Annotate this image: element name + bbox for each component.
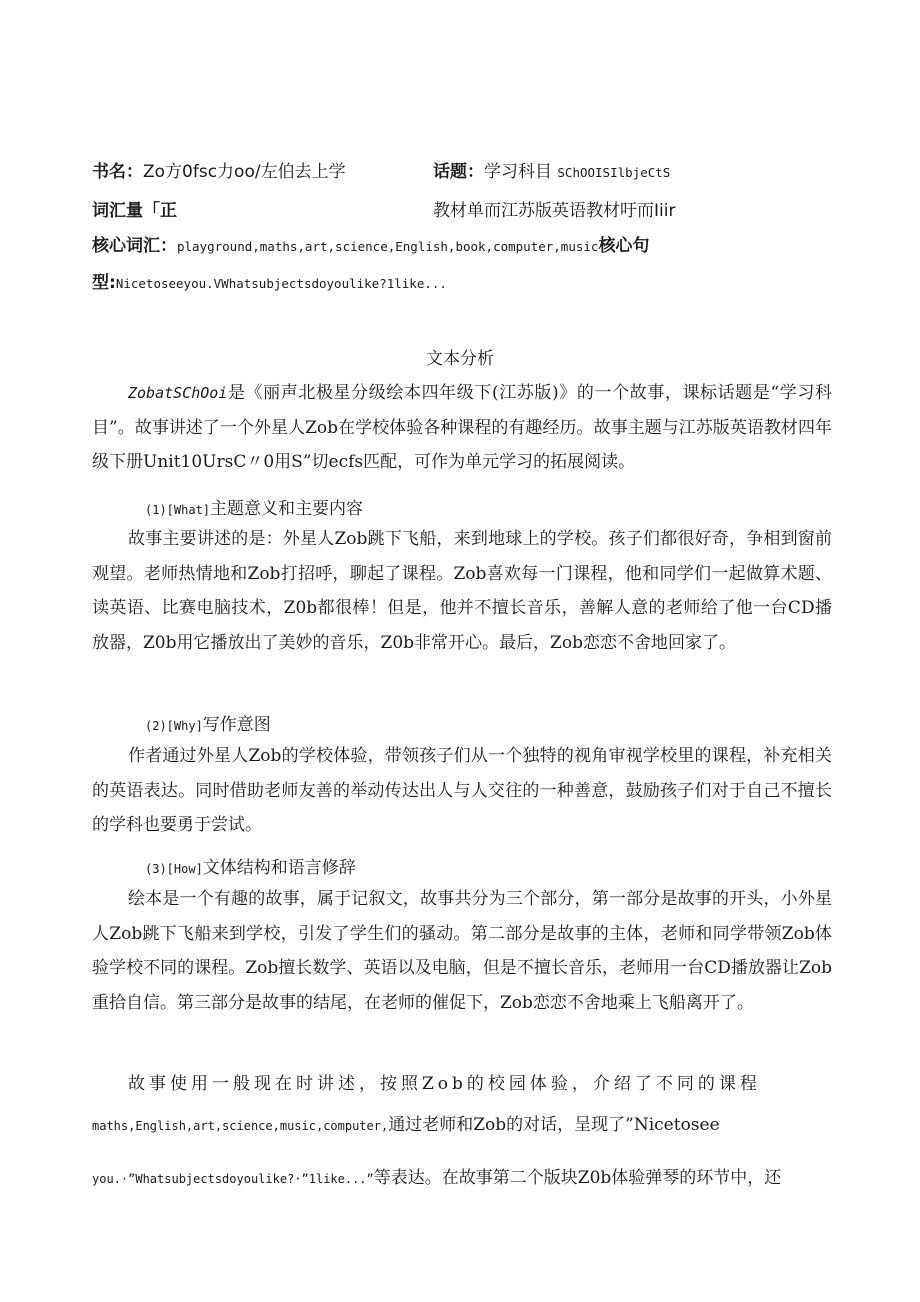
section-how-number: (3)[How]: [145, 862, 203, 876]
final-line-3-english: you.·”Whatsubjectsdoyoulike?·”1like...”: [92, 1172, 374, 1186]
final-line-2-chinese: 通过老师和Zob的对话，呈现了”Nicetosee: [388, 1115, 720, 1135]
section-what-number: (1)[What]: [145, 503, 211, 517]
vocab-size-label: 词汇量「正: [92, 201, 177, 221]
book-name-label: 书名：: [92, 162, 143, 182]
textbook-unit-row: [433, 199, 675, 223]
section-why-number: (2)[Why]: [145, 719, 203, 733]
section-what-title: 主题意义和主要内容: [210, 499, 364, 519]
section-why-body: 作者通过外星人Zob的学校体验，带领孩子们从一个独特的视角审视学校里的课程，补充相关的英语表达。同时借助老师友善的举动传达出人与人交往的一种善意，鼓励孩子们对于自己不擅长的学科也要勇于尝试。: [92, 746, 832, 835]
vocab-size-row: [92, 199, 177, 223]
section-title: 文本分析: [426, 349, 494, 369]
section-how-title: 文体结构和语言修辞: [202, 858, 356, 878]
section-what-body: 故事主要讲述的是：外星人Zob跳下飞船，来到地球上的学校。孩子们都很好奇，争相到窗前观望。老师热情地和Zob打招呼，聊起了课程。Zob喜欢每一门课程，他和同学们一起做算术题、读英语、比赛电脑技术，Z0b都很棒！但是，他并不擅长音乐，善解人意的老师给了他一台CD播放器，Z0b用它播放出了美妙的音乐，Z0b非常开心。最后，Zob恋恋不舍地回家了。: [92, 529, 832, 653]
final-line-2: [92, 1110, 832, 1135]
topic-english: SChOOISIlbjeCtS: [557, 165, 671, 180]
topic-value: 学习科目: [484, 162, 552, 182]
intro-paragraph: [92, 376, 832, 480]
topic-row: [433, 160, 670, 185]
section-what-heading: [145, 494, 363, 519]
core-vocab-row: [92, 234, 649, 259]
core-sentence-value: Nicetoseeyou.VWhatsubjectsdoyoulike?1like...: [115, 276, 447, 291]
section-how-heading: [145, 853, 356, 878]
book-name-value: Zo方0fsc力oo/左伯去上学: [143, 162, 346, 182]
topic-label: 话题：: [433, 162, 484, 182]
section-how-body: 绘本是一个有趣的故事，属于记叙文，故事共分为三个部分，第一部分是故事的开头，小外星人Zob跳下飞船来到学校，引发了学生们的骚动。第二部分是故事的主体，老师和同学带领Zob体验学校不同的课程。Zob擅长数学、英语以及电脑，但是不擅长音乐，老师用一台CD播放器让Zob重拾自信。第三部分是故事的结尾，在老师的催促下，Zob恋恋不舍地乘上飞船离开了。: [92, 889, 832, 1013]
core-sentence-label-start: 核心句: [598, 236, 650, 256]
final-line-2-english: maths,English,art,science,music,computer,: [92, 1119, 389, 1133]
core-vocab-label: 核心词汇：: [92, 236, 177, 256]
core-sentence-row: [92, 271, 447, 296]
core-vocab-value: playground,maths,art,science,English,book,computer,music: [177, 239, 599, 254]
section-why-heading: [145, 710, 271, 735]
intro-text: 是《丽声北极星分级绘本四年级下(江苏版)》的一个故事，课标话题是“学习科目”。故事讲述了一个外星人Zob在学校体验各种课程的有趣经历。故事主题与江苏版英语教材四年级下册Unit10UrsC〃0用S”切ecfs匹配，可作为单元学习的拓展阅读。: [92, 383, 832, 472]
final-line-1: 故事使用一般现在时讲述，按照Zob的校园体验，介绍了不同的课程: [128, 1074, 761, 1094]
final-line-3: [92, 1163, 832, 1188]
section-why-title: 写作意图: [202, 715, 271, 735]
core-sentence-label-end: 型:: [92, 273, 116, 293]
textbook-unit-text: 教材单而江苏版英语教材吁而Iiir: [433, 201, 676, 221]
book-name-row: [92, 160, 346, 184]
book-title-english: ZobatSChOoi: [128, 384, 228, 402]
final-line-3-chinese: 等表达。在故事第二个版块Z0b体验弹琴的环节中，还: [373, 1168, 782, 1188]
